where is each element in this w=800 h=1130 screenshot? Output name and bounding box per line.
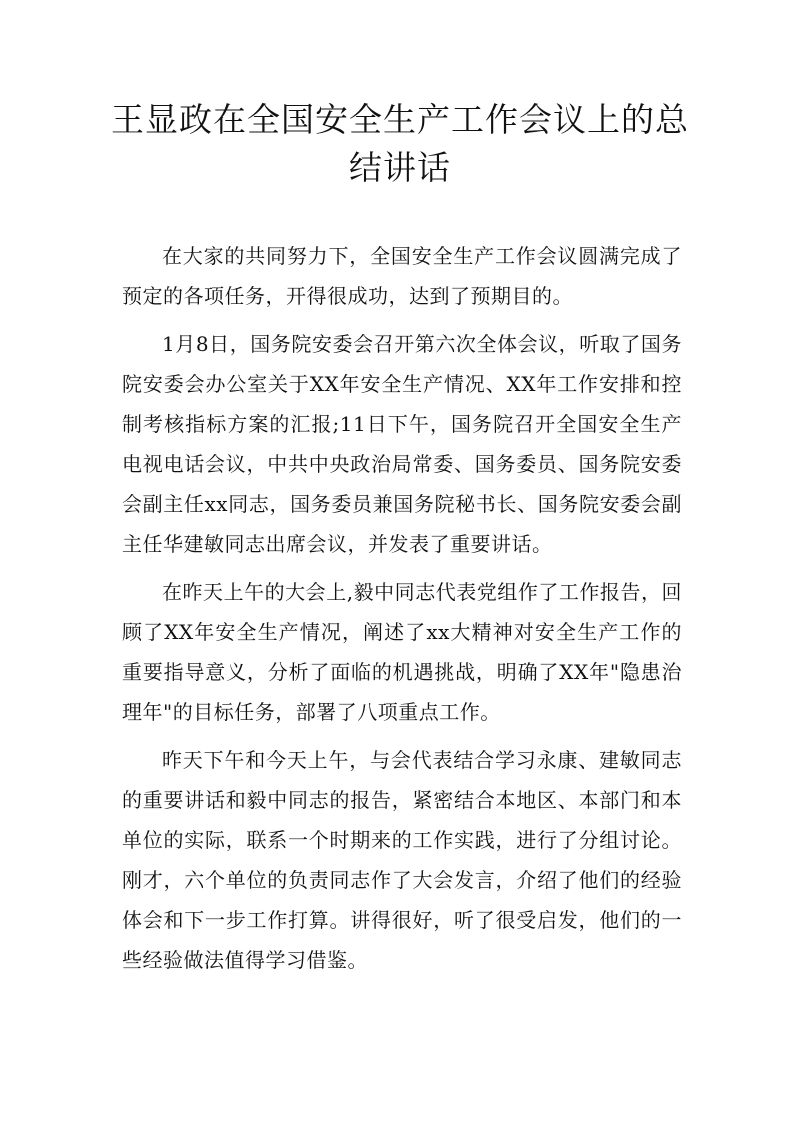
document-body [122,236,682,988]
paragraph-3: 在昨天上午的大会上,毅中同志代表党组作了工作报告，回顾了XX年安全生产情况，阐述了xx大精神对安全生产工作的重要指导意义，分析了面临的机遇挑战，明确了XX年"隐患治理年"的目标任务，部署了八项重点工作。 [122,580,682,724]
paragraph-4: 昨天下午和今天上午，与会代表结合学习永康、建敏同志的重要讲话和毅中同志的报告，紧密结合本地区、本部门和本单位的实际，联系一个时期来的工作实践，进行了分组讨论。刚才，六个单位的负责同志作了大会发言，介绍了他们的经验体会和下一步工作打算。讲得很好，听了很受启发，他们的一些经验做法值得学习借鉴。 [122,748,682,972]
paragraph-2: 1月8日，国务院安委会召开第六次全体会议，听取了国务院安委会办公室关于XX年安全生产情况、XX年工作安排和控制考核指标方案的汇报;11日下午，国务院召开全国安全生产电视电话会议，中共中央政治局常委、国务委员、国务院安委会副主任xx同志，国务委员兼国务院秘书长、国务院安委会副主任华建敏同志出席会议，并发表了重要讲话。 [122,332,682,556]
document-title: 王显政在全国安全生产工作会议上的总结讲话 [111,100,689,187]
paragraph-1: 在大家的共同努力下，全国安全生产工作会议圆满完成了预定的各项任务，开得很成功，达到了预期目的。 [122,244,682,308]
